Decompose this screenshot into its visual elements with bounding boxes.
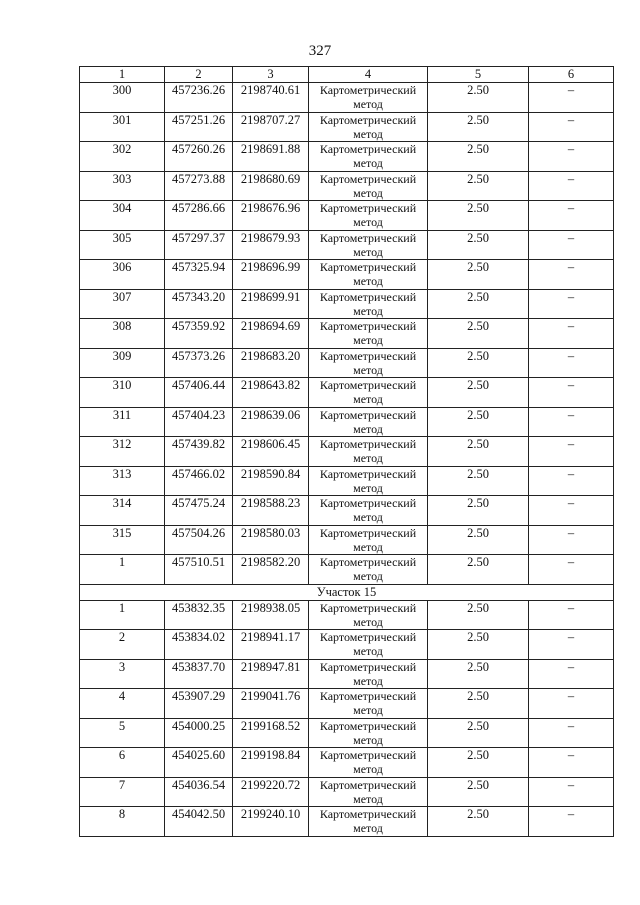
y-coordinate-cell: 2199041.76 bbox=[233, 689, 309, 719]
description-cell: – bbox=[529, 600, 614, 630]
x-coordinate-cell: 457359.92 bbox=[165, 319, 233, 349]
method-line-2: метод bbox=[353, 362, 383, 377]
method-line-1: Картометрический bbox=[319, 260, 417, 274]
table-row bbox=[80, 748, 614, 778]
y-coordinate-cell: 2198680.69 bbox=[233, 171, 309, 201]
table-row bbox=[80, 496, 614, 526]
method-line-2: метод bbox=[353, 791, 383, 806]
table-row bbox=[80, 437, 614, 467]
x-coordinate-cell: 454036.54 bbox=[165, 777, 233, 807]
point-number-cell: 1 bbox=[80, 600, 165, 630]
method-line-1: Картометрический bbox=[319, 807, 417, 821]
x-coordinate-cell: 457343.20 bbox=[165, 289, 233, 319]
x-coordinate-cell: 457286.66 bbox=[165, 201, 233, 231]
method-line-1: Картометрический bbox=[319, 496, 417, 510]
method-cell bbox=[309, 466, 428, 496]
method-line-1: Картометрический bbox=[319, 378, 417, 392]
point-number-cell: 308 bbox=[80, 319, 165, 349]
method-line-1: Картометрический bbox=[319, 659, 417, 674]
point-number-cell: 310 bbox=[80, 378, 165, 408]
description-cell: – bbox=[529, 555, 614, 585]
method-cell bbox=[309, 777, 428, 807]
x-coordinate-cell: 453837.70 bbox=[165, 659, 233, 689]
y-coordinate-cell: 2198643.82 bbox=[233, 378, 309, 408]
method-line-1: Картометрический bbox=[319, 201, 417, 215]
point-number-cell: 2 bbox=[80, 630, 165, 660]
method-line-1: Картометрический bbox=[319, 407, 417, 422]
accuracy-cell: 2.50 bbox=[428, 171, 529, 201]
method-cell bbox=[309, 260, 428, 290]
table-row bbox=[80, 142, 614, 172]
point-number-cell: 7 bbox=[80, 777, 165, 807]
accuracy-cell: 2.50 bbox=[428, 748, 529, 778]
point-number-cell: 312 bbox=[80, 437, 165, 467]
table-row bbox=[80, 230, 614, 260]
method-line-1: Картометрический bbox=[319, 689, 417, 703]
x-coordinate-cell: 454025.60 bbox=[165, 748, 233, 778]
accuracy-cell: 2.50 bbox=[428, 289, 529, 319]
description-cell: – bbox=[529, 260, 614, 290]
method-line-2: метод bbox=[353, 421, 383, 436]
x-coordinate-cell: 457510.51 bbox=[165, 555, 233, 585]
y-coordinate-cell: 2199198.84 bbox=[233, 748, 309, 778]
method-line-1: Картометрический bbox=[319, 555, 417, 569]
point-number-cell: 306 bbox=[80, 260, 165, 290]
method-line-2: метод bbox=[353, 274, 383, 288]
description-cell: – bbox=[529, 718, 614, 748]
method-line-2: метод bbox=[353, 303, 383, 318]
table-row bbox=[80, 201, 614, 231]
method-cell bbox=[309, 807, 428, 837]
description-cell: – bbox=[529, 689, 614, 719]
point-number-cell: 301 bbox=[80, 112, 165, 142]
x-coordinate-cell: 457297.37 bbox=[165, 230, 233, 260]
method-line-2: метод bbox=[353, 126, 383, 141]
description-cell: – bbox=[529, 630, 614, 660]
table-row bbox=[80, 555, 614, 585]
table-row bbox=[80, 83, 614, 113]
method-line-2: метод bbox=[353, 215, 383, 229]
method-line-1: Картометрический bbox=[319, 525, 417, 540]
x-coordinate-cell: 457439.82 bbox=[165, 437, 233, 467]
accuracy-cell: 2.50 bbox=[428, 496, 529, 526]
method-cell bbox=[309, 201, 428, 231]
table-row bbox=[80, 466, 614, 496]
y-coordinate-cell: 2199240.10 bbox=[233, 807, 309, 837]
description-cell: – bbox=[529, 466, 614, 496]
y-coordinate-cell: 2198740.61 bbox=[233, 83, 309, 113]
method-cell bbox=[309, 289, 428, 319]
method-line-1: Картометрический bbox=[319, 83, 417, 97]
point-number-cell: 8 bbox=[80, 807, 165, 837]
accuracy-cell: 2.50 bbox=[428, 689, 529, 719]
x-coordinate-cell: 453834.02 bbox=[165, 630, 233, 660]
table-row bbox=[80, 348, 614, 378]
description-cell: – bbox=[529, 659, 614, 689]
description-cell: – bbox=[529, 807, 614, 837]
description-cell: – bbox=[529, 378, 614, 408]
method-line-2: метод bbox=[353, 732, 383, 747]
point-number-cell: 307 bbox=[80, 289, 165, 319]
accuracy-cell: 2.50 bbox=[428, 555, 529, 585]
description-cell: – bbox=[529, 525, 614, 555]
description-cell: – bbox=[529, 201, 614, 231]
point-number-cell: 6 bbox=[80, 748, 165, 778]
method-cell bbox=[309, 230, 428, 260]
y-coordinate-cell: 2198580.03 bbox=[233, 525, 309, 555]
method-line-2: метод bbox=[353, 333, 383, 347]
method-cell bbox=[309, 142, 428, 172]
method-cell bbox=[309, 348, 428, 378]
x-coordinate-cell: 457475.24 bbox=[165, 496, 233, 526]
method-line-1: Картометрический bbox=[319, 348, 417, 363]
method-cell bbox=[309, 319, 428, 349]
y-coordinate-cell: 2199220.72 bbox=[233, 777, 309, 807]
method-line-2: метод bbox=[353, 392, 383, 406]
method-line-2: метод bbox=[353, 539, 383, 554]
point-number-cell: 3 bbox=[80, 659, 165, 689]
table-row bbox=[80, 171, 614, 201]
point-number-cell: 300 bbox=[80, 83, 165, 113]
point-number-cell: 315 bbox=[80, 525, 165, 555]
y-coordinate-cell: 2198582.20 bbox=[233, 555, 309, 585]
point-number-cell: 314 bbox=[80, 496, 165, 526]
x-coordinate-cell: 457325.94 bbox=[165, 260, 233, 290]
table-row bbox=[80, 807, 614, 837]
point-number-cell: 313 bbox=[80, 466, 165, 496]
coordinates-table bbox=[79, 66, 614, 837]
method-line-1: Картометрический bbox=[319, 230, 417, 245]
method-cell bbox=[309, 630, 428, 660]
y-coordinate-cell: 2198694.69 bbox=[233, 319, 309, 349]
x-coordinate-cell: 457260.26 bbox=[165, 142, 233, 172]
point-number-cell: 302 bbox=[80, 142, 165, 172]
method-cell bbox=[309, 378, 428, 408]
y-coordinate-cell: 2198676.96 bbox=[233, 201, 309, 231]
method-cell bbox=[309, 171, 428, 201]
x-coordinate-cell: 457504.26 bbox=[165, 525, 233, 555]
accuracy-cell: 2.50 bbox=[428, 260, 529, 290]
description-cell: – bbox=[529, 112, 614, 142]
y-coordinate-cell: 2198938.05 bbox=[233, 600, 309, 630]
method-cell bbox=[309, 748, 428, 778]
method-line-2: метод bbox=[353, 569, 383, 583]
accuracy-cell: 2.50 bbox=[428, 525, 529, 555]
accuracy-cell: 2.50 bbox=[428, 407, 529, 437]
table-row bbox=[80, 718, 614, 748]
description-cell: – bbox=[529, 748, 614, 778]
y-coordinate-cell: 2198941.17 bbox=[233, 630, 309, 660]
y-coordinate-cell: 2198699.91 bbox=[233, 289, 309, 319]
header-cell: 3 bbox=[233, 67, 309, 83]
x-coordinate-cell: 457236.26 bbox=[165, 83, 233, 113]
method-line-1: Картометрический bbox=[319, 112, 417, 127]
point-number-cell: 303 bbox=[80, 171, 165, 201]
method-cell bbox=[309, 112, 428, 142]
table-row bbox=[80, 260, 614, 290]
accuracy-cell: 2.50 bbox=[428, 600, 529, 630]
description-cell: – bbox=[529, 496, 614, 526]
description-cell: – bbox=[529, 171, 614, 201]
method-cell bbox=[309, 659, 428, 689]
method-line-2: метод bbox=[353, 614, 383, 629]
method-line-2: метод bbox=[353, 185, 383, 200]
y-coordinate-cell: 2198679.93 bbox=[233, 230, 309, 260]
point-number-cell: 4 bbox=[80, 689, 165, 719]
description-cell: – bbox=[529, 142, 614, 172]
accuracy-cell: 2.50 bbox=[428, 142, 529, 172]
y-coordinate-cell: 2198696.99 bbox=[233, 260, 309, 290]
accuracy-cell: 2.50 bbox=[428, 112, 529, 142]
method-line-1: Картометрический bbox=[319, 748, 417, 762]
accuracy-cell: 2.50 bbox=[428, 83, 529, 113]
method-cell bbox=[309, 600, 428, 630]
method-line-2: метод bbox=[353, 244, 383, 259]
x-coordinate-cell: 457373.26 bbox=[165, 348, 233, 378]
table-row bbox=[80, 777, 614, 807]
method-line-1: Картометрический bbox=[319, 289, 417, 304]
method-line-1: Картометрический bbox=[319, 600, 417, 615]
x-coordinate-cell: 457466.02 bbox=[165, 466, 233, 496]
table-header-row bbox=[80, 67, 614, 83]
method-line-2: метод bbox=[353, 762, 383, 776]
method-cell bbox=[309, 689, 428, 719]
description-cell: – bbox=[529, 348, 614, 378]
method-line-1: Картометрический bbox=[319, 142, 417, 156]
description-cell: – bbox=[529, 777, 614, 807]
table-row bbox=[80, 407, 614, 437]
header-cell: 2 bbox=[165, 67, 233, 83]
point-number-cell: 311 bbox=[80, 407, 165, 437]
description-cell: – bbox=[529, 289, 614, 319]
y-coordinate-cell: 2198606.45 bbox=[233, 437, 309, 467]
y-coordinate-cell: 2198683.20 bbox=[233, 348, 309, 378]
table-row bbox=[80, 319, 614, 349]
x-coordinate-cell: 457273.88 bbox=[165, 171, 233, 201]
x-coordinate-cell: 457404.23 bbox=[165, 407, 233, 437]
method-line-2: метод bbox=[353, 480, 383, 495]
accuracy-cell: 2.50 bbox=[428, 659, 529, 689]
table-row bbox=[80, 630, 614, 660]
table-row bbox=[80, 112, 614, 142]
method-cell bbox=[309, 83, 428, 113]
y-coordinate-cell: 2199168.52 bbox=[233, 718, 309, 748]
y-coordinate-cell: 2198947.81 bbox=[233, 659, 309, 689]
point-number-cell: 309 bbox=[80, 348, 165, 378]
accuracy-cell: 2.50 bbox=[428, 201, 529, 231]
accuracy-cell: 2.50 bbox=[428, 718, 529, 748]
method-cell bbox=[309, 525, 428, 555]
y-coordinate-cell: 2198588.23 bbox=[233, 496, 309, 526]
method-line-2: метод bbox=[353, 644, 383, 658]
method-cell bbox=[309, 407, 428, 437]
accuracy-cell: 2.50 bbox=[428, 807, 529, 837]
x-coordinate-cell: 454000.25 bbox=[165, 718, 233, 748]
method-line-1: Картометрический bbox=[319, 718, 417, 733]
point-number-cell: 305 bbox=[80, 230, 165, 260]
x-coordinate-cell: 453907.29 bbox=[165, 689, 233, 719]
y-coordinate-cell: 2198590.84 bbox=[233, 466, 309, 496]
header-cell: 1 bbox=[80, 67, 165, 83]
method-cell bbox=[309, 437, 428, 467]
x-coordinate-cell: 454042.50 bbox=[165, 807, 233, 837]
table-row bbox=[80, 289, 614, 319]
point-number-cell: 304 bbox=[80, 201, 165, 231]
section-row bbox=[80, 584, 614, 600]
accuracy-cell: 2.50 bbox=[428, 378, 529, 408]
method-line-2: метод bbox=[353, 97, 383, 111]
page-number: 327 bbox=[308, 43, 332, 59]
method-line-1: Картометрический bbox=[319, 466, 417, 481]
y-coordinate-cell: 2198691.88 bbox=[233, 142, 309, 172]
method-line-1: Картометрический bbox=[319, 630, 417, 644]
method-line-1: Картометрический bbox=[319, 319, 417, 333]
method-line-2: метод bbox=[353, 510, 383, 524]
description-cell: – bbox=[529, 407, 614, 437]
accuracy-cell: 2.50 bbox=[428, 777, 529, 807]
method-line-2: метод bbox=[353, 451, 383, 465]
y-coordinate-cell: 2198639.06 bbox=[233, 407, 309, 437]
header-cell: 4 bbox=[309, 67, 428, 83]
method-line-1: Картометрический bbox=[319, 777, 417, 792]
description-cell: – bbox=[529, 437, 614, 467]
method-line-2: метод bbox=[353, 673, 383, 688]
x-coordinate-cell: 457251.26 bbox=[165, 112, 233, 142]
header-cell: 6 bbox=[529, 67, 614, 83]
method-cell bbox=[309, 555, 428, 585]
accuracy-cell: 2.50 bbox=[428, 230, 529, 260]
table-row bbox=[80, 378, 614, 408]
table-row bbox=[80, 689, 614, 719]
description-cell: – bbox=[529, 230, 614, 260]
method-line-1: Картометрический bbox=[319, 171, 417, 186]
table-row bbox=[80, 600, 614, 630]
accuracy-cell: 2.50 bbox=[428, 348, 529, 378]
x-coordinate-cell: 457406.44 bbox=[165, 378, 233, 408]
section-title: Участок 15 bbox=[80, 584, 614, 600]
method-line-2: метод bbox=[353, 821, 383, 835]
accuracy-cell: 2.50 bbox=[428, 437, 529, 467]
description-cell: – bbox=[529, 83, 614, 113]
description-cell: – bbox=[529, 319, 614, 349]
method-line-1: Картометрический bbox=[319, 437, 417, 451]
method-cell bbox=[309, 496, 428, 526]
table-row bbox=[80, 525, 614, 555]
method-line-2: метод bbox=[353, 156, 383, 170]
point-number-cell: 1 bbox=[80, 555, 165, 585]
point-number-cell: 5 bbox=[80, 718, 165, 748]
method-cell bbox=[309, 718, 428, 748]
x-coordinate-cell: 453832.35 bbox=[165, 600, 233, 630]
accuracy-cell: 2.50 bbox=[428, 466, 529, 496]
table-row bbox=[80, 659, 614, 689]
header-cell: 5 bbox=[428, 67, 529, 83]
y-coordinate-cell: 2198707.27 bbox=[233, 112, 309, 142]
accuracy-cell: 2.50 bbox=[428, 630, 529, 660]
method-line-2: метод bbox=[353, 703, 383, 717]
accuracy-cell: 2.50 bbox=[428, 319, 529, 349]
